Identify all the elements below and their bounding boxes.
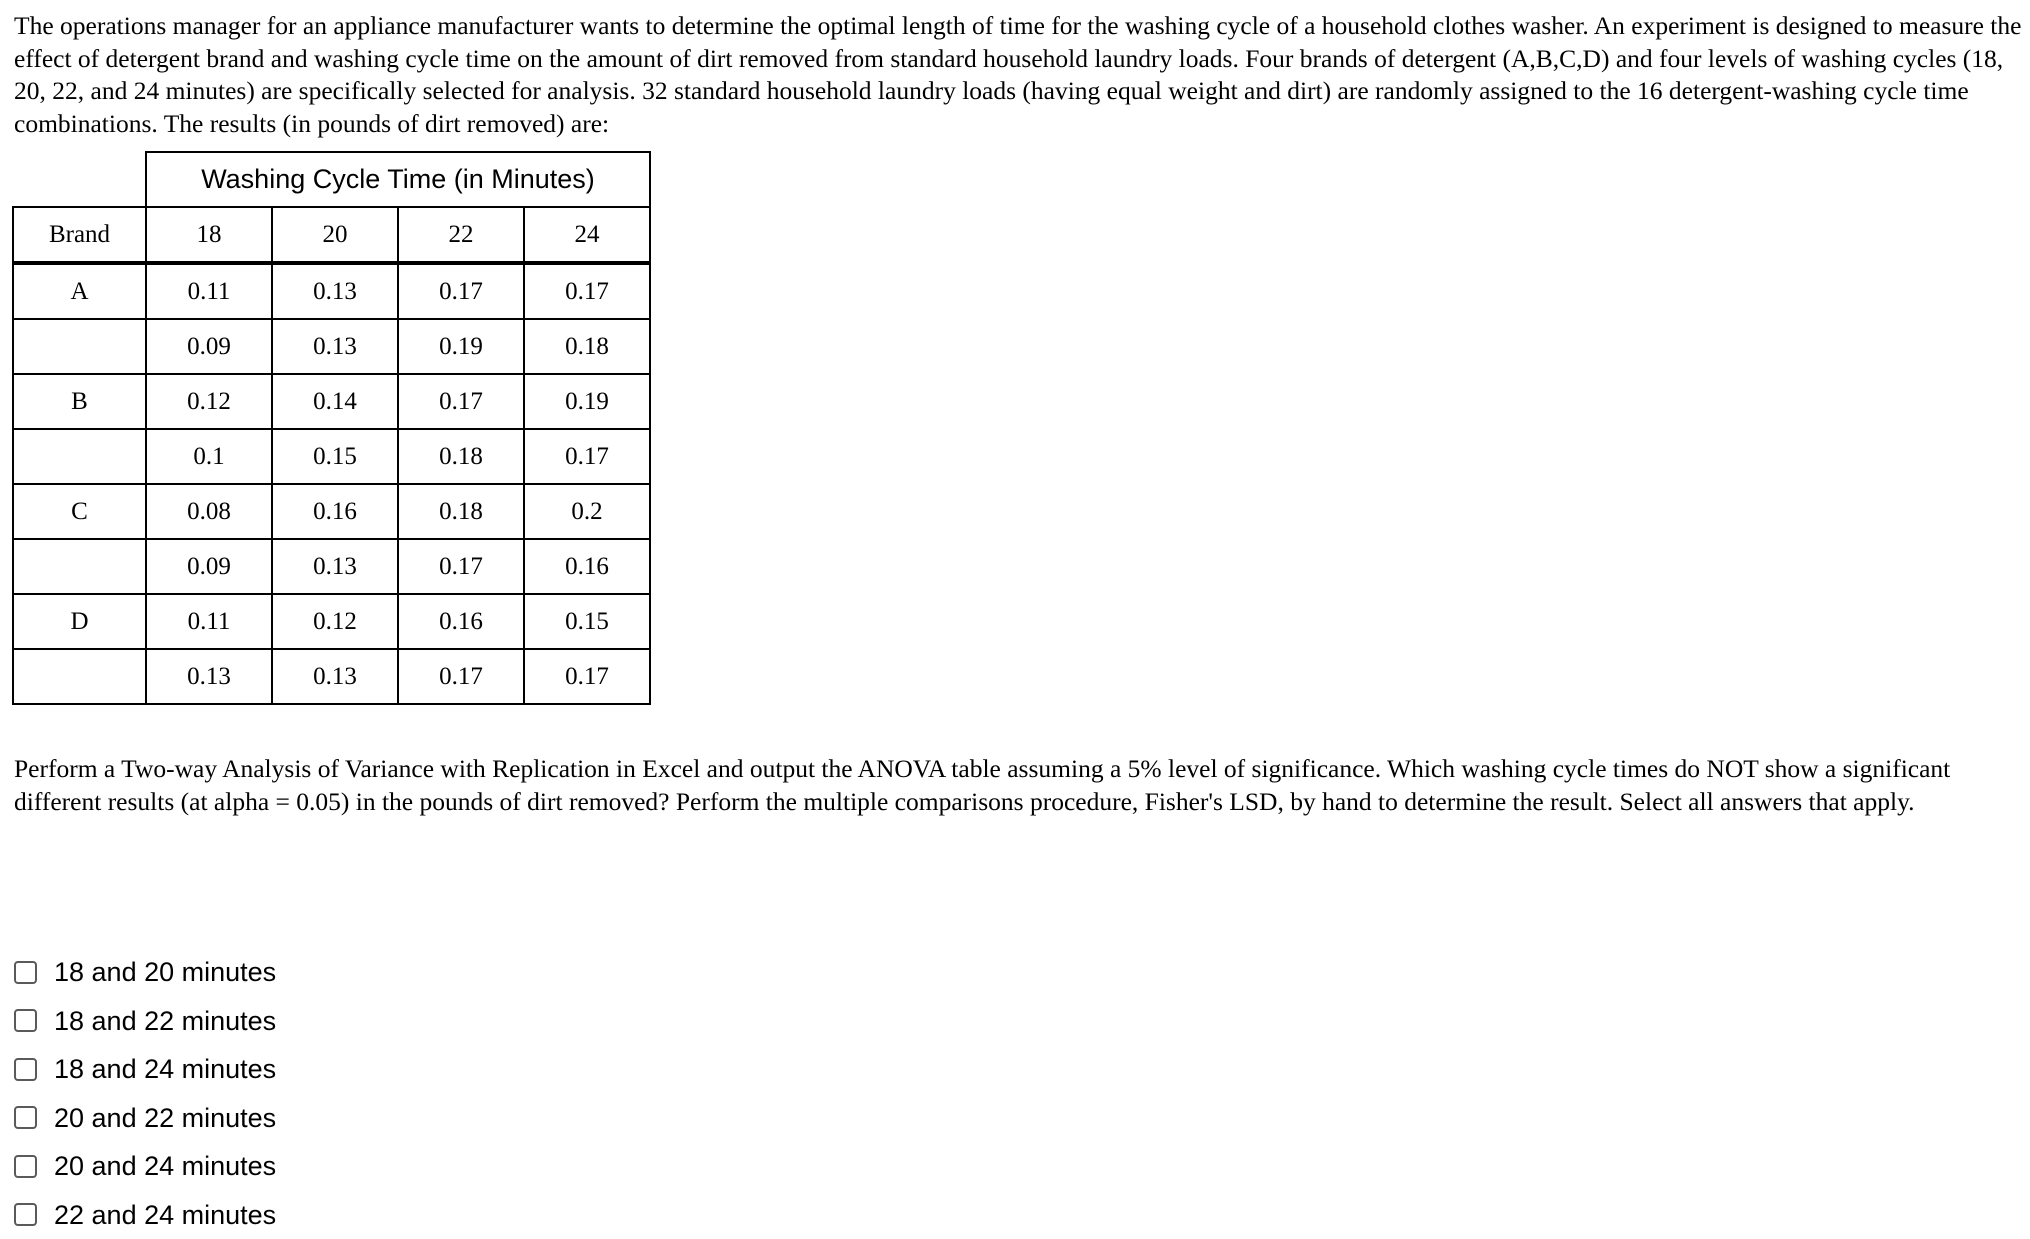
value-cell: 0.17 — [398, 649, 524, 704]
answer-option[interactable] — [14, 997, 276, 1046]
value-cell: 0.13 — [272, 649, 398, 704]
value-cell: 0.18 — [524, 319, 650, 374]
answer-options — [14, 948, 276, 1239]
value-cell: 0.17 — [524, 429, 650, 484]
brand-cell — [13, 649, 146, 704]
table-row — [13, 263, 650, 319]
value-cell: 0.16 — [398, 594, 524, 649]
brand-cell: A — [13, 263, 146, 319]
brand-cell: B — [13, 374, 146, 429]
option-label: 20 and 24 minutes — [54, 1151, 276, 1181]
value-cell: 0.15 — [272, 429, 398, 484]
time-header: 24 — [524, 207, 650, 263]
checkbox[interactable] — [14, 1106, 37, 1129]
value-cell: 0.16 — [272, 484, 398, 539]
option-label: 18 and 22 minutes — [54, 1006, 276, 1036]
value-cell: 0.13 — [272, 263, 398, 319]
time-header: 18 — [146, 207, 272, 263]
table-row — [13, 484, 650, 539]
answer-option[interactable] — [14, 1045, 276, 1094]
time-header: 22 — [398, 207, 524, 263]
brand-cell — [13, 429, 146, 484]
option-label: 18 and 24 minutes — [54, 1054, 276, 1084]
option-label: 20 and 22 minutes — [54, 1103, 276, 1133]
value-cell: 0.17 — [524, 263, 650, 319]
problem-intro: The operations manager for an appliance manufacturer wants to determine the optimal length of time for the washing cycle of a household clothes washer. An experiment is designed to measure the effect of detergent brand and washing cycle time on the amount of dirt removed from standard household laundry loads. Four brands of detergent (A,B,C,D) and four levels of washing cycles (18, 20, 22, and 24 minutes) are specifically selected for analysis. 32 standard household laundry loads (having equal weight and dirt) are randomly assigned to the 16 detergent-washing cycle time combinations. The results (in pounds of dirt removed) are: — [14, 10, 2024, 140]
value-cell: 0.18 — [398, 484, 524, 539]
table-row — [13, 594, 650, 649]
value-cell: 0.2 — [524, 484, 650, 539]
value-cell: 0.17 — [398, 374, 524, 429]
value-cell: 0.09 — [146, 539, 272, 594]
value-cell: 0.12 — [272, 594, 398, 649]
data-table — [12, 151, 651, 705]
table-row — [13, 319, 650, 374]
table-row — [13, 429, 650, 484]
value-cell: 0.09 — [146, 319, 272, 374]
checkbox[interactable] — [14, 1058, 37, 1081]
table-row — [13, 649, 650, 704]
table-corner — [13, 152, 146, 207]
brand-header: Brand — [13, 207, 146, 263]
checkbox[interactable] — [14, 1155, 37, 1178]
value-cell: 0.14 — [272, 374, 398, 429]
checkbox[interactable] — [14, 1203, 37, 1226]
brand-cell: C — [13, 484, 146, 539]
value-cell: 0.08 — [146, 484, 272, 539]
value-cell: 0.12 — [146, 374, 272, 429]
brand-cell — [13, 539, 146, 594]
value-cell: 0.19 — [524, 374, 650, 429]
time-header: 20 — [272, 207, 398, 263]
brand-cell: D — [13, 594, 146, 649]
value-cell: 0.13 — [272, 539, 398, 594]
answer-option[interactable] — [14, 1142, 276, 1191]
value-cell: 0.19 — [398, 319, 524, 374]
value-cell: 0.18 — [398, 429, 524, 484]
value-cell: 0.17 — [398, 539, 524, 594]
option-label: 22 and 24 minutes — [54, 1200, 276, 1230]
value-cell: 0.11 — [146, 594, 272, 649]
table-row — [13, 539, 650, 594]
value-cell: 0.13 — [272, 319, 398, 374]
value-cell: 0.1 — [146, 429, 272, 484]
checkbox[interactable] — [14, 1009, 37, 1032]
value-cell: 0.17 — [524, 649, 650, 704]
value-cell: 0.16 — [524, 539, 650, 594]
answer-option[interactable] — [14, 1094, 276, 1143]
table-span-header: Washing Cycle Time (in Minutes) — [146, 152, 650, 207]
checkbox[interactable] — [14, 961, 37, 984]
value-cell: 0.17 — [398, 263, 524, 319]
option-label: 18 and 20 minutes — [54, 957, 276, 987]
brand-cell — [13, 319, 146, 374]
value-cell: 0.11 — [146, 263, 272, 319]
value-cell: 0.13 — [146, 649, 272, 704]
answer-option[interactable] — [14, 1191, 276, 1239]
question-text: Perform a Two-way Analysis of Variance with Replication in Excel and output the ANOVA table assuming a 5% level of significance. Which washing cycle times do NOT show a significant different results (at alpha = 0.05) in the pounds of dirt removed? Perform the multiple comparisons procedure, Fisher's LSD, by hand to determine the result. Select all answers that apply. — [14, 753, 2004, 818]
value-cell: 0.15 — [524, 594, 650, 649]
answer-option[interactable] — [14, 948, 276, 997]
table-row — [13, 374, 650, 429]
